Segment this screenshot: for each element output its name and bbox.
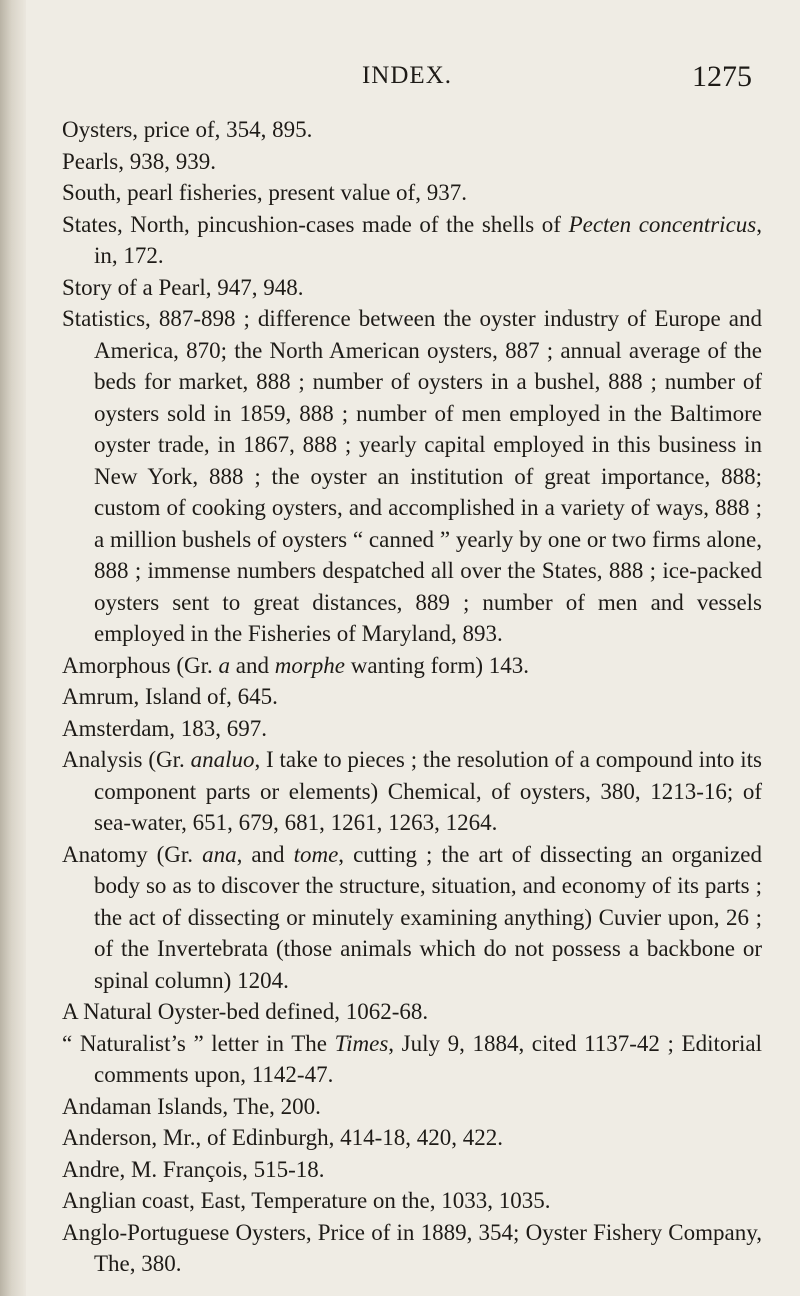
italic-term: Pecten concentricus bbox=[568, 211, 757, 237]
italic-term: ana bbox=[202, 841, 237, 867]
index-entry bbox=[62, 713, 762, 745]
index-entry bbox=[62, 1091, 762, 1123]
italic-term: Times bbox=[334, 1030, 389, 1056]
entry-text: Anglo-Portuguese Oysters, Price of in 1889, 354; Oyster Fishery Company, The, 380. bbox=[62, 1219, 762, 1276]
index-entry bbox=[62, 1154, 762, 1186]
index-entry bbox=[62, 1185, 762, 1217]
index-entry bbox=[62, 146, 762, 178]
index-entry bbox=[62, 303, 762, 650]
entry-text: Oysters, price of, 354, 895. bbox=[62, 117, 313, 142]
running-head-title: INDEX. bbox=[361, 62, 452, 89]
index-entry bbox=[62, 209, 762, 272]
italic-term: morphe bbox=[274, 652, 346, 678]
entry-text: Anglian coast, East, Temperature on the, 1033, 1035. bbox=[62, 1188, 551, 1213]
entry-text: wanting form) 143. bbox=[345, 652, 529, 678]
entry-text: Andaman Islands, The, 200. bbox=[62, 1093, 321, 1119]
entry-text: Analysis (Gr. bbox=[62, 747, 191, 772]
entry-text: and bbox=[230, 652, 275, 678]
index-entry bbox=[62, 650, 762, 682]
book-binding-shadow bbox=[0, 0, 26, 1296]
index-page bbox=[52, 0, 762, 1296]
entry-text: Andre, M. François, 515-18. bbox=[62, 1156, 325, 1182]
entry-text: , and bbox=[236, 841, 294, 867]
entry-text: Amorphous (Gr. bbox=[62, 652, 219, 678]
entry-text: “ Naturalist’s ” letter in The bbox=[62, 1030, 335, 1056]
page-header bbox=[52, 60, 762, 100]
entry-text: Story of a Pearl, 947, 948. bbox=[62, 274, 304, 300]
entry-text: A Natural Oyster-bed defined, 1062-68. bbox=[62, 999, 429, 1024]
italic-term: analuo bbox=[190, 747, 255, 772]
entry-text: , in, 172. bbox=[94, 211, 762, 268]
entry-text: Amrum, Island of, 645. bbox=[62, 684, 278, 709]
page-number: 1275 bbox=[692, 60, 752, 93]
entry-text: , July 9, 1884, cited 1137-42 ; Editorial comments upon, 1142-47. bbox=[94, 1030, 762, 1087]
index-entry bbox=[62, 839, 762, 997]
entry-text: Pearls, 938, 939. bbox=[62, 148, 216, 174]
entry-text: Anderson, Mr., of Edinburgh, 414-18, 420, 422. bbox=[62, 1125, 504, 1150]
index-entry bbox=[62, 681, 762, 713]
index-entry bbox=[62, 1122, 762, 1154]
index-entry bbox=[62, 1028, 762, 1091]
index-entry bbox=[62, 114, 762, 146]
index-entry bbox=[62, 744, 762, 839]
index-entry bbox=[62, 272, 762, 304]
entry-text: States, North, pincushion-cases made of the shells of bbox=[62, 211, 569, 237]
entry-text: , I take to pieces ; the resolution of a compound into its component parts or elements) Chemical, of oysters, 380, 1213-16; of sea-water, 651, 679, 681, 1261, 1263, 1264. bbox=[94, 747, 762, 835]
entry-text: South, pearl fisheries, present value of, 937. bbox=[62, 180, 467, 205]
italic-term: a bbox=[218, 652, 231, 678]
entry-text: Amsterdam, 183, 697. bbox=[62, 715, 268, 741]
index-entries bbox=[62, 114, 762, 1280]
index-entry bbox=[62, 996, 762, 1028]
index-entry bbox=[62, 1217, 762, 1280]
entry-text: Anatomy (Gr. bbox=[62, 841, 203, 867]
entry-text: Statistics, 887-898 ; difference between the oyster industry of Europe and America, 870; the North American oysters, 887 ; annual average of the beds for market, 888 ; number of oysters in a bushel, 888 ; number of oysters sold in 1859, 888 ; number of men employed in the Baltimore oyster trade, in 1867, 888 ; yearly capital employed in this business in New York, 888 ; the oyster an institution of great importance, 888; custom of cooking oysters, and accomplished in a variety of ways, 888 ; a million bushels of oysters “ canned ” yearly by one or two firms alone, 888 ; immense numbers despatched all over the States, 888 ; ice-packed oysters sent to great distances, 889 ; number of men and vessels employed in the Fisheries of Maryland, 893. bbox=[62, 306, 762, 646]
italic-term: tome bbox=[293, 841, 339, 867]
index-entry bbox=[62, 177, 762, 209]
entry-text: , cutting ; the art of dissecting an organized body so as to discover the structure, situation, and economy of its parts ; the act of dissecting or minutely examining anything) Cuvier upon, 26 ; of the Invertebrata (those animals which do not possess a backbone or spinal column) 1204. bbox=[94, 841, 762, 993]
